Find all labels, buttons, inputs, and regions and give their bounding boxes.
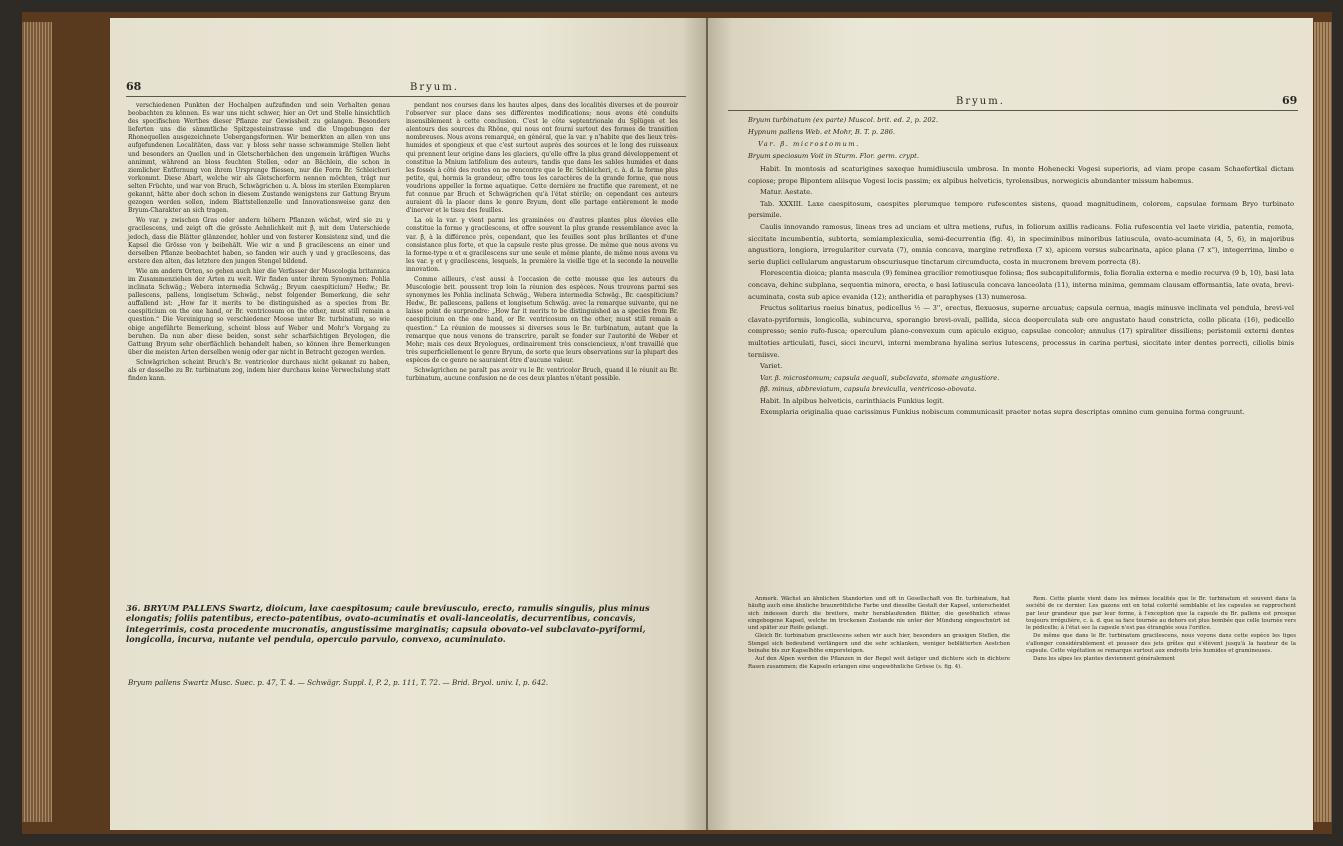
maturity-line: Matur. Aestate. [760, 188, 813, 197]
paragraph: Auf den Alpen werden die Pflanzen in der Regel weit ästiger und dichtere sich in dichtere Rasen zusammen; die Kapseln erlangen eine ungewöhnliche Grösse (s. fig. 4). [748, 656, 1010, 670]
species-entry: 36. BRYUM PALLENS Swartz, dioicum, laxe caespitosum; caule breviusculo, erecto, ramulis singulis, plus minus elongatis; foliis patentibus, erecto-patentibus, ovato-acuminatis et ovali-lanceolatis, decurrentibus, concavis, integerrimis, costa procedente mucronatis, angustissime marginatis; capsula obovato-vel subclavato-pyriformi, longicolla, incurva, nutante vel pendula, operculo parvulo, convexo, acuminulato. [126, 603, 650, 644]
right-page [708, 18, 1313, 830]
paragraph: La où la var. γ vient parmi les graminées ou d'autres plantes plus élevées elle constitue la forme γ gracilescens, et offre souvent la plus grande ressemblance avec la var. β, à la différence près, cependant, que les feuilles sont plus brillantes et d'une consistance plus forte, et que la capsule reste plus grosse. De même que nous avons vu la forme-type α et α gracilescens sur une seule et même plante, de même nous avons vu les var. γ et γ gracilescens, lesquels, la première la vieille tige et la seconde la nouvelle innovation. [406, 217, 678, 273]
french-column [406, 102, 678, 598]
paragraph: Rem. Cette plante vient dans les mêmes localités que le Br. turbinatum et souvent dans la société de ce dernier. Les gazons ont en total colorité semblable et les capsules se rapprochent par leur grandeur que par leur forme, à l'exception que la capsule du Br. pallens est presque toujours irrégulière, c. à. d. que sa face tournée au dehors est plus bombée que celle tournée vers le pédicelle; à l'état sec la capsule n'est pas étranglée sous l'orifice. [1026, 596, 1296, 632]
synonym-list [748, 115, 1288, 163]
synonym: Bryum turbinatum (ex parte) Muscol. brit. ed. 2, p. 202. [748, 116, 939, 124]
german-note [748, 596, 1010, 672]
paragraph: Comme ailleurs, c'est aussi à l'occasion de cette mousse que les auteurs du Muscologie brit. poussent trop loin la réunion des espèces. Nous trouvons parmi ses synonymes les Pohlia inclinata Schwäg., Webera intermedia Schwäg., Br. caespiticium? Hedw., Br. pallescens, pallens et longisetum Schwäg. avec la remarque suivante, qui ne laisse point de surprendre: „How far it merits to be distinguished as a species from Br. caespiticium on the one hand, or Br. ventricosum on the other, must still remain a question.“ La réunion de mousses si diverses sous le Br. turbinatum, autant que la remarque que nous venons de transcrire, paraît se fonder sur l'autorité de Weber et Mohr; mais ces deux Bryologues, ordinairement très consciencieux, n'ont travaillé que très superficiellement le genre Bryum, de sorte que leurs observations sur la plupart des espèces de ce genre ne sauraient être d'aucune valeur. [406, 275, 678, 364]
variety-heading: Var. β. microstomum. [758, 139, 860, 148]
paragraph: Wo var. γ zwischen Gras oder andern höhern Pflanzen wächst, wird sie zu γ gracilescens, und zeigt oft die grösste Aehnlichkeit mit β, mit dem Unterschiede jedoch, dass die Blätter glänzender, hohler und von festerer Konsistenz sind, und die Kapsel die Grösse von γ beibehält. Wie wir α und β gracilescens an einer und derselben Pflanze beobachtet haben, so fanden wir auch γ und γ gracilescens, das erstere den alten, das letztere den jungen Stengel bildend. [128, 217, 390, 265]
closing-remark: Exemplaria originalia quae carissimus Funkius nobiscum communicasit praeter notas supra descriptas omnino cum genuina forma congruunt. [760, 408, 1245, 417]
paragraph: Schwägrichen scheint Bruch's Br. ventricolor durchaus nicht gekannt zu haben, als er dasselbe zu Br. turbinatum zog, indem hier durchaus keine Verwechslung statt finden kann. [128, 358, 390, 383]
habitat-paragraph: Habit. In montosis ad scaturigines saxeque humidiuscula umbrosa. In monte Hohenecki Vogesi superioris, ad viam prope casam Schaefertkal dictam copiose; prope Bipontem aliisque Vogesi locis passim; ex alpibus helveticis, tyrolensibus, norwegicis abundanter missum habemus. [748, 165, 1294, 185]
synonym: Hypnum pallens Web. et Mohr, B. T. p. 286. [748, 127, 896, 136]
paragraph: pendant nos courses dans les hautes alpes, dans des localités diverses et de pouvoir l'observer sur place dans ses différentes modifications; nous avons été conduits insensiblement à cette conclusion. C'est le côte septentrionale du Splügen et les alentours des sources du Rhône, qui nous ont fourni surtout des formes de transition nombreuses. Nous avons remarqué, en général, que la var. γ n'habite que des lieux très-humides et spongieux et que c'est surtout auprès des sources et le long des ruisseaux qui prennent leur origine dans les glaciers, qu'elle offre la plus grand développement et constitue la Mnium latifolium des auteurs, tandis que dans les sables humides et dans les fossés à côté des routes on ne rencontre que le Br. Schleicheri, c. à. d. la forme plus petite, qui, hormis la grandeur, offre tous les caractères de la grande forme, que nous voudrions appeller la forme aquatique. Cette dernière ne fructifie que rarement, et ne fut connue par Bruch et Schwägrichen qu'à l'état stérile; on cependant ces auteurs auraient dû la placer dans le genre Bryum, dont elle partage entièrement le mode d'inerver et le tissu des feuilles. [406, 102, 678, 215]
plate-paragraph: Tab. XXXIII. Laxe caespitosum, caespites plerumque tempore rufescentes sistens, quoad magnitudinem, colorem, capsulae formam Bryo turbinato persimile. [748, 199, 1294, 220]
header-rule-right [728, 110, 1298, 111]
page-edges-left [22, 22, 52, 822]
paragraph: Wie am andern Orten, so gehen auch hier die Verfasser der Muscologia britannica im Zusammenziehen der Arten zu weit. Wir finden unter ihrem Synonymen: Pohlia inclinata Schwäg.; Webera intermedia Schwäg.; Bryum caespiticium? Hedw.; Br. pallescens, pallens, longisetum Schwäg., nebst folgender Bemerkung, die sehr auffallend ist: „How far it merits to be distinguished as a species from Br. caespiticium on the one hand, or Br. ventricosum on the other, must still remain a question.“ Die Vereinigung so verschiedener Moose unter Br. turbinatum, so wie obige angeführte Bemerkung, scheint bloss auf Weber und Mohr's Vorgang zu beruhen. Da nun aber diese beiden, sonst sehr scharfsichtigen Bryologen, die Gattung Bryum sehr oberflächlich behandelt haben, so können ihre Bemerkungen über die meisten Arten derselben wenig oder gar nicht in Betracht gezogen werden. [128, 267, 390, 356]
running-head-right: Bryum. [956, 96, 1005, 107]
species-references: Bryum pallens Swartz Musc. Suec. p. 47, T. 4. — Schwägr. Suppl. I, P. 2, p. 111, T. 72. — Brid. Bryol. univ. I, p. 642. [128, 678, 549, 687]
french-note [1026, 596, 1296, 665]
paragraph: Dans les alpes les plantes deviennent généralement [1033, 656, 1176, 663]
synonym: Bryum speciosum Voit in Sturm. Flor. germ. crypt. [748, 151, 919, 160]
page-number-right: 69 [1282, 94, 1298, 107]
header-rule-left [126, 96, 686, 97]
species-description [748, 164, 1294, 419]
fruit-paragraph: Fructus solitarius raeius binatus, pedicellus ½ — 3'', erectus, flexuosus, superne arcuatus; capsula cernua, magis minusve inclinata vel pendula, brevi-vel clavato-pyriformis, longicolla, subincurva, sporangio brevi-ovali, pallida, sicca deoperculata sub ore angustato haud constricta, collo plicata (16), pedicello compresso; senio rufo-fusca; operculum plano-convexum cum apiculo exiguo, capsulae concolor; annulus (17) spiraliter dissiliens; peristomii externi dentes multoties articulati, fusci, sicci incurvi, interni membrana hyalina serius lutescens, processus in carina pertusi, siccitate inter dentes porrecti, ciliolis binis terniisve. [748, 304, 1294, 359]
left-page [110, 18, 706, 830]
book [22, 12, 1332, 834]
variety-habitat: Habit. In alpibus helveticis, carinthiacis Funkius legit. [760, 396, 945, 405]
page-number-left: 68 [126, 80, 142, 93]
running-head-left: Bryum. [410, 82, 459, 93]
stem-leaves-paragraph: Caulis innovando ramosus, lineas tres ad unciam et ultra metiens, rufus, in foliorum axillis radicans. Folia rufescentia vel laete viridia, patentia, remota, siccitate incumbentia, subtorta, semiamplexiculia, semi-decurrentia (fig. 4), in speciminibus minoribus latiuscula, ovato-acuminata (4, 5, 6), in majoribus angustiora, longiora, irregulariter curvata (7), omnia concava, margine retroflexa (7 x), apicem versus subcarinata, apice plana (7 x''), integerrima, limbo e serie duplici cellularum angustarum obscuriusque tinctarum circumducta, costa in mucronem brevem porrecta (8). [748, 222, 1294, 266]
paragraph: Gleich Br. turbinatum gracilescens sehen wir auch hier, besonders an grasigen Stellen, die Stengel sich bedeutend verlängern und die sehr schlanken, weniger beblätterten Aestchen beinahe bis zur Kapselhöhe emporsteigen. [748, 633, 1010, 655]
variety-line: Var. β. microstomum; capsula aequali, subclavata, stomate angustiore. [760, 373, 1000, 382]
paragraph: verschiedenen Punkten der Hochalpen aufzufinden und sein Verhalten genau beobachten zu können. Es war uns nicht schwer, hier an Ort und Stelle hinsichtlich des specifischen Werthes dieser Pflanze zur Gewissheit zu gelangen. Besonders lieferten uns die sämmtliche Spitzgesteinstrasse und die Umgebungen der Rhonequellen ausgezeichnete Uebergangsformen. Wir bemerkten an allen von uns aufgefundenen Localitäten, dass var. γ bloss sehr nasse schwammige Stellen liebt und besonders an Quellen und in Gletscherbächen den ungemein kräftigen Wuchs annimmt, während an bloss feuchten Stellen, oder an Bächlein, die schon in ziemlicher Entfernung von ihrem Ursprunge fliessen, nur die Form Br. Schleicheri vorkommt. Diese Abart, welche wir als Gletscherform nennen möchten, trägt nur selten Früchte, und war von Bruch, Schwägrichen u. A. bloss im sterilen Exemplaren gekannt, hätte aber doch schon in diesem Zustande wenigstens zur Gattung Bryum gezogen werden sollen, indem Blattstellenzelle und Innovationsweise ganz den Bryum-Charakter an sich tragen. [128, 102, 390, 215]
paragraph: De même que dans le Br. turbinatum gracilescens, nous voyons dans cette espèce les tiges s'allonger considérablement et pousser des jets grêles qui s'élèvent jusqu'à la hauteur de la capsule. Cette végétation se remarque surtout aux endroits très humides et gramineuses. [1026, 633, 1296, 655]
paragraph: Schwägrichen ne paraît pas avoir vu le Br. ventricolor Bruch, quand il le réunit au Br. turbinatum, aucune confusion ne de ces deux plantes n'étant possible. [406, 367, 678, 383]
variety-line: ββ. minus, abbreviatum, capsula breviculla, ventricoso-obovata. [760, 385, 977, 394]
german-column [128, 102, 390, 590]
flowering-paragraph: Florescentia dioica; planta mascula (9) feminea gracilior remotiusque foliosa; flos subcapituliformis, folia floralia externa e medio recurva (9 b, 10), basi lata concava, dehinc subplana, sequentia minora, erecta, e basi latiuscula concava lanceolata (11), interna minima, gemmam clausam efformantia, late ovata, brevi-acuminata, costa sub apice evanida (12); antheridia et paraphyses (13) numerosa. [748, 269, 1294, 301]
varieties-heading: Variet. [760, 362, 783, 371]
paragraph: Anmerk. Wächst an ähnlichen Standorten und oft in Gesellschaft von Br. turbinatum, hat häufig auch eine ähnliche braunröthliche Farbe und dieselbe Gestalt der Kapsel, unterscheidet sich indessen durch die breitere, mehr herablaufenden Blätter, die gewöhnlich etwas eingebogene Kapsel, welche im trockenen Zustande nie unter der Mündung eingeschnürt ist und später zur Reife gelangt. [748, 596, 1010, 632]
page-edges-right [1314, 22, 1332, 822]
